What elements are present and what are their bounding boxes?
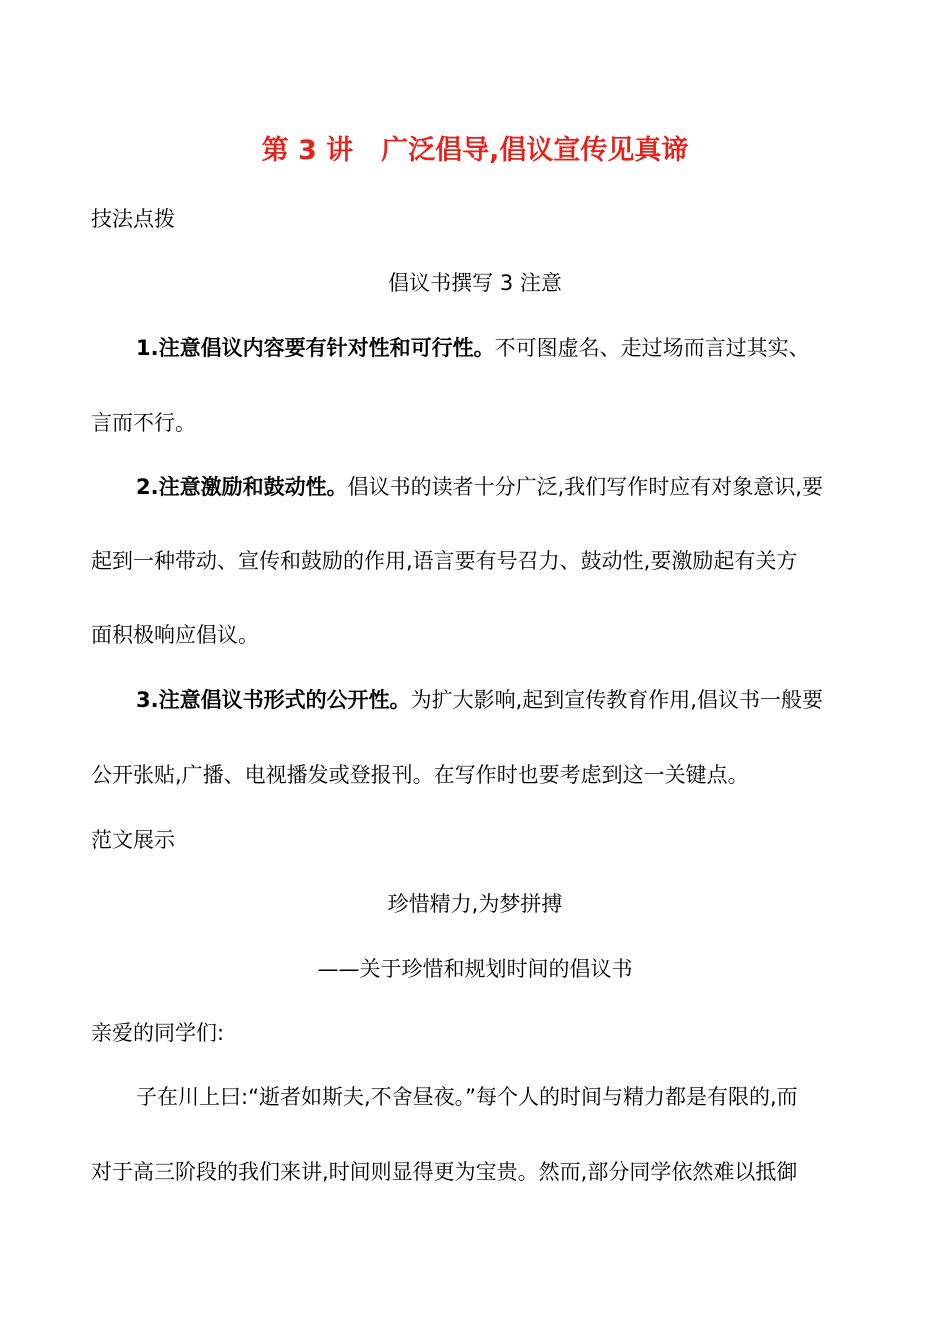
point-1-first-line (136, 333, 859, 363)
lecture-number: 第 3 讲 (261, 135, 354, 166)
point-2-second-line: 起到一种带动、宣传和鼓励的作用,语言要有号召力、鼓动性,要激励起有关方 (91, 549, 798, 573)
essay-greeting: 亲爱的同学们: (91, 1021, 225, 1045)
point-3-text: 为扩大影响,起到宣传教育作用,倡议书一般要 (410, 688, 823, 712)
point-3-second-line: 公开张贴,广播、电视播发或登报刊。在写作时也要考虑到这一关键点。 (91, 763, 749, 787)
point-1-text: 不可图虚名、走过场而言过其实、 (494, 336, 810, 360)
section-heading-tips: 技法点拨 (91, 207, 175, 231)
point-2-first-line (136, 472, 859, 502)
lecture-topic: 广泛倡导,倡议宣传见真谛 (381, 135, 689, 166)
essay-paragraph-1-line-1: 子在川上曰:“逝者如斯夫,不舍昼夜。”每个人的时间与精力都是有限的,而 (136, 1085, 798, 1109)
section-heading-sample: 范文展示 (91, 828, 175, 852)
essay-paragraph-1-line-2: 对于高三阶段的我们来讲,时间则显得更为宝贵。然而,部分同学依然难以抵御 (91, 1160, 798, 1184)
point-1-heading: 1.注意倡议内容要有针对性和可行性。 (136, 336, 495, 360)
point-1-second-line: 言而不行。 (91, 411, 196, 435)
point-2-heading: 2.注意激励和鼓动性。 (136, 475, 348, 499)
point-3-first-line (136, 685, 859, 715)
page-title (0, 134, 950, 168)
essay-subtitle: ——关于珍惜和规划时间的倡议书 (317, 957, 633, 981)
point-2-text: 倡议书的读者十分广泛,我们写作时应有对象意识,要 (347, 475, 823, 499)
essay-title: 珍惜精力,为梦拼搏 (387, 892, 563, 916)
point-2-third-line: 面积极响应倡议。 (91, 623, 259, 647)
tips-subtitle: 倡议书撰写 3 注意 (388, 271, 562, 295)
point-3-heading: 3.注意倡议书形式的公开性。 (136, 688, 411, 712)
